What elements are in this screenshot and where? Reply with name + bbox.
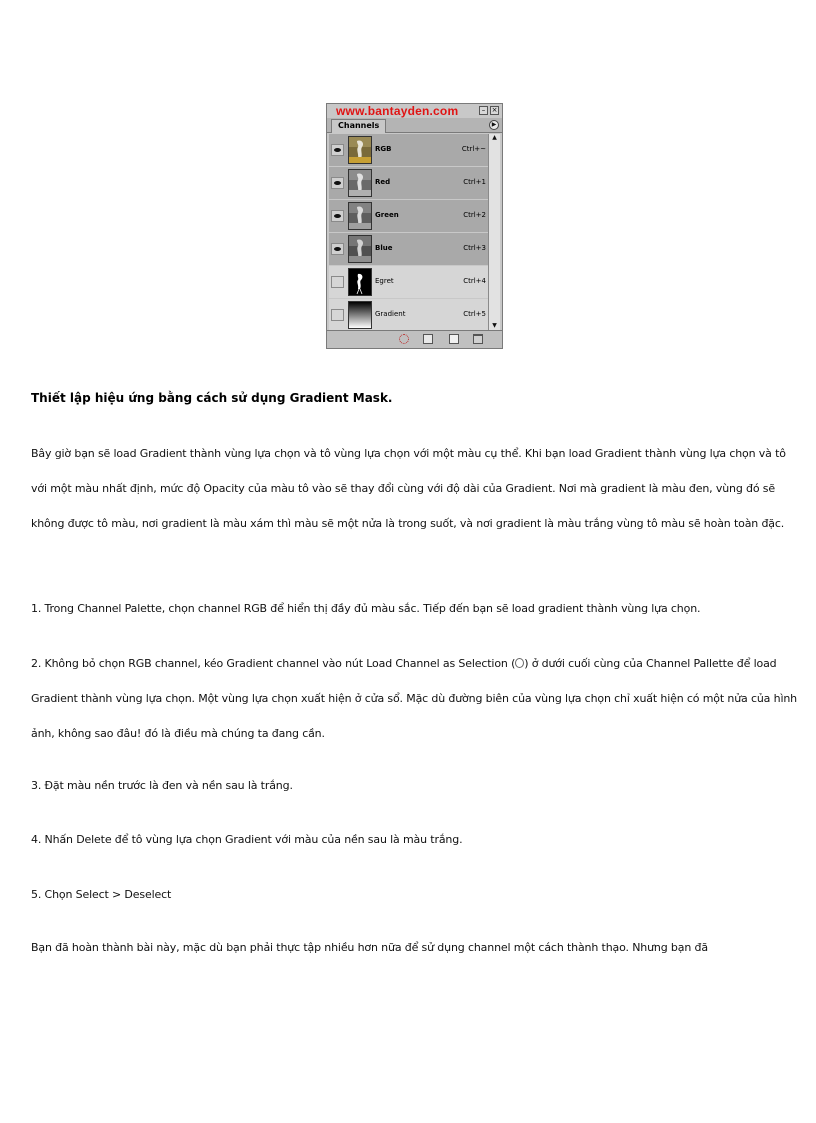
palette-title-bar	[327, 104, 502, 118]
eye-icon	[331, 144, 344, 156]
thumbnail-gradient	[348, 301, 372, 329]
palette-tab-row	[327, 118, 502, 133]
trash-icon	[473, 334, 483, 344]
channels-palette-figure	[326, 103, 503, 349]
channel-name: Blue	[375, 244, 393, 252]
channel-list	[329, 134, 488, 330]
step-2	[31, 646, 801, 751]
step-2-text-before: 2. Không bỏ chọn RGB channel, kéo Gradient channel vào nút Load Channel as Selection (	[31, 657, 516, 670]
paragraph-intro: Bây giờ bạn sẽ load Gradient thành vùng lựa chọn và tô vùng lựa chọn với một màu cụ thể. Khi bạn load Gradient thành vùng lựa chọn và tô với một màu nhất định, mức độ Opacity của màu tô vào sẽ thay đổi cùng với độ dài của Gradient. Nơi mà gradient là màu đen, vùng đó sẽ không được tô màu, nơi gradient là màu xám thì màu sẽ một nửa là trong suốt, và nơi gradient là màu trắng vùng tô màu sẽ hoàn toàn đặc.	[31, 447, 786, 530]
eye-icon	[331, 243, 344, 255]
eye-icon	[331, 210, 344, 222]
channel-name: RGB	[375, 145, 392, 153]
tab-channels: Channels	[331, 119, 386, 133]
channel-name: Egret	[375, 277, 394, 285]
watermark-text: www.bantayden.com	[336, 104, 459, 118]
channel-shortcut: Ctrl+4	[463, 277, 486, 285]
channel-row-blue	[329, 233, 488, 265]
channel-row-rgb	[329, 134, 488, 166]
thumbnail-green	[348, 202, 372, 230]
scroll-up-icon: ▲	[492, 134, 497, 141]
channel-row-red	[329, 167, 488, 199]
channel-shortcut: Ctrl+~	[461, 145, 486, 153]
load-channel-selection-icon	[515, 658, 524, 668]
channel-name: Green	[375, 211, 399, 219]
thumbnail-rgb	[348, 136, 372, 164]
visibility-box	[331, 309, 344, 321]
palette-menu-icon: ▶	[489, 120, 499, 130]
channel-row-gradient	[329, 299, 488, 331]
thumbnail-blue	[348, 235, 372, 263]
palette-scrollbar	[488, 134, 500, 330]
close-icon: ×	[491, 106, 498, 114]
channel-shortcut: Ctrl+2	[463, 211, 486, 219]
channel-name: Gradient	[375, 310, 406, 318]
channel-shortcut: Ctrl+5	[463, 310, 486, 318]
palette-bottom-bar	[327, 330, 502, 348]
eye-icon	[331, 177, 344, 189]
channel-shortcut: Ctrl+3	[463, 244, 486, 252]
step-5: 5. Chọn Select > Deselect	[31, 888, 172, 901]
channel-row-green	[329, 200, 488, 232]
section-heading: Thiết lập hiệu ứng bằng cách sử dụng Gradient Mask.	[31, 391, 393, 405]
step-4: 4. Nhấn Delete để tô vùng lựa chọn Gradient với màu của nền sau là màu trắng.	[31, 833, 463, 846]
scroll-down-icon: ▼	[492, 322, 497, 329]
load-channel-as-selection-icon	[399, 334, 409, 344]
channel-row-egret	[329, 266, 488, 298]
thumbnail-egret	[348, 268, 372, 296]
thumbnail-red	[348, 169, 372, 197]
new-channel-icon	[449, 334, 459, 344]
channel-shortcut: Ctrl+1	[463, 178, 486, 186]
step-2-text-after: ) ở dưới cuối cùng của Channel Pallette để load Gradient thành vùng lựa chọn. Một vùng lựa chọn xuất hiện ở cửa sổ. Mặc dù đường biên của vùng lựa chọn chỉ xuất hiện có một nửa của hình ảnh, không sao đâu! đó là điều mà chúng ta đang cần.	[31, 657, 797, 740]
step-3: 3. Đặt màu nền trước là đen và nền sau là trắng.	[31, 779, 293, 792]
paragraph-conclusion: Bạn đã hoàn thành bài này, mặc dù bạn phải thực tập nhiều hơn nữa để sử dụng channel một cách thành thạo. Nhưng bạn đã	[31, 941, 708, 954]
minimize-icon: –	[479, 106, 488, 115]
step-1: 1. Trong Channel Palette, chọn channel RGB để hiển thị đầy đủ màu sắc. Tiếp đến bạn sẽ load gradient thành vùng lựa chọn.	[31, 602, 701, 615]
channel-name: Red	[375, 178, 391, 186]
visibility-box	[331, 276, 344, 288]
save-selection-icon	[423, 334, 433, 344]
